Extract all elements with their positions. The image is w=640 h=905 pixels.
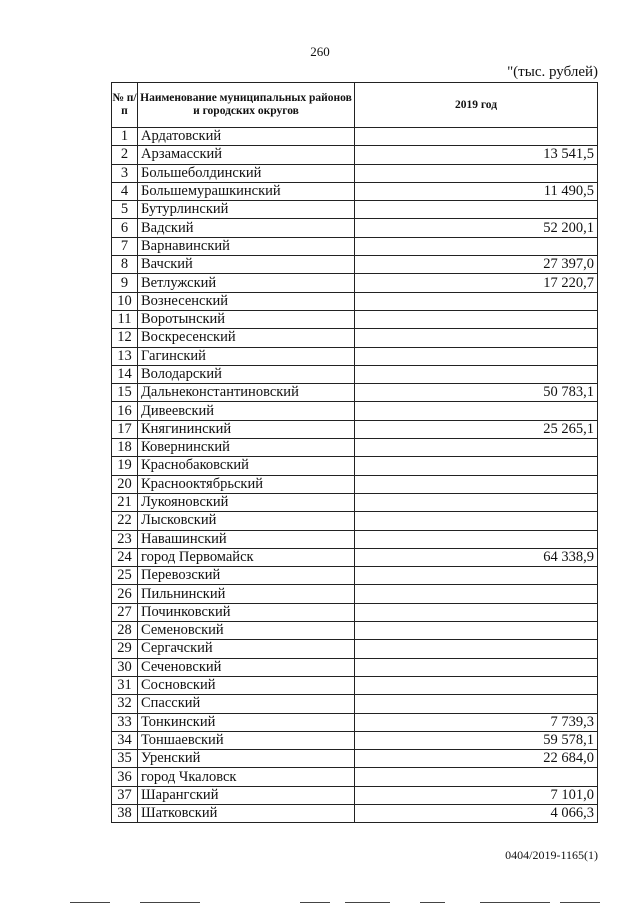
district-name: Перевозский (138, 567, 355, 585)
table-row (112, 713, 598, 731)
table-row (112, 146, 598, 164)
district-name: Краснобаковский (138, 457, 355, 475)
amount-2019 (355, 585, 598, 603)
district-name: Сосновский (138, 676, 355, 694)
row-number: 11 (112, 310, 138, 328)
table-row (112, 164, 598, 182)
table-row (112, 640, 598, 658)
district-name: Ардатовский (138, 128, 355, 146)
district-name: город Первомайск (138, 548, 355, 566)
row-number: 7 (112, 237, 138, 255)
row-number: 5 (112, 201, 138, 219)
row-number: 21 (112, 493, 138, 511)
row-number: 8 (112, 256, 138, 274)
amount-2019: 25 265,1 (355, 420, 598, 438)
table-row (112, 695, 598, 713)
amount-2019 (355, 567, 598, 585)
amount-2019: 17 220,7 (355, 274, 598, 292)
district-name: Ветлужский (138, 274, 355, 292)
district-name: Большемурашкинский (138, 182, 355, 200)
district-name: Тонкинский (138, 713, 355, 731)
row-number: 20 (112, 475, 138, 493)
district-name: Варнавинский (138, 237, 355, 255)
district-name: Спасский (138, 695, 355, 713)
amount-2019 (355, 292, 598, 310)
row-number: 17 (112, 420, 138, 438)
table-row (112, 274, 598, 292)
table-row (112, 622, 598, 640)
row-number: 30 (112, 658, 138, 676)
district-name: Бутурлинский (138, 201, 355, 219)
district-name: Вадский (138, 219, 355, 237)
table-row (112, 439, 598, 457)
row-number: 34 (112, 731, 138, 749)
table-row (112, 530, 598, 548)
amount-2019 (355, 439, 598, 457)
amount-2019 (355, 237, 598, 255)
row-number: 29 (112, 640, 138, 658)
table-row (112, 676, 598, 694)
page-number: 260 (310, 44, 330, 59)
row-number: 22 (112, 512, 138, 530)
amount-2019 (355, 457, 598, 475)
amount-2019: 7 101,0 (355, 786, 598, 804)
district-name: Сеченовский (138, 658, 355, 676)
row-number: 36 (112, 768, 138, 786)
district-name: Гагинский (138, 347, 355, 365)
district-name: Шарангский (138, 786, 355, 804)
amount-2019 (355, 128, 598, 146)
district-name: Тоншаевский (138, 731, 355, 749)
table-row (112, 420, 598, 438)
amount-2019 (355, 493, 598, 511)
amount-2019: 7 739,3 (355, 713, 598, 731)
table-row (112, 786, 598, 804)
row-number: 4 (112, 182, 138, 200)
units-label: "(тыс. рублей) (507, 64, 598, 80)
table-row (112, 182, 598, 200)
district-name: город Чкаловск (138, 768, 355, 786)
row-number: 15 (112, 384, 138, 402)
amount-2019 (355, 603, 598, 621)
table-row (112, 475, 598, 493)
amount-2019: 13 541,5 (355, 146, 598, 164)
table-row (112, 768, 598, 786)
amount-2019 (355, 201, 598, 219)
row-number: 12 (112, 329, 138, 347)
district-name: Дивеевский (138, 402, 355, 420)
amount-2019 (355, 310, 598, 328)
row-number: 37 (112, 786, 138, 804)
row-number: 9 (112, 274, 138, 292)
row-number: 27 (112, 603, 138, 621)
row-number: 19 (112, 457, 138, 475)
district-name: Починковский (138, 603, 355, 621)
amount-2019: 27 397,0 (355, 256, 598, 274)
table-row (112, 237, 598, 255)
amount-2019 (355, 622, 598, 640)
amount-2019: 4 066,3 (355, 804, 598, 822)
row-number: 13 (112, 347, 138, 365)
table-row (112, 585, 598, 603)
table-row (112, 493, 598, 511)
district-name: Пильнинский (138, 585, 355, 603)
amount-2019: 11 490,5 (355, 182, 598, 200)
header-row (112, 83, 598, 128)
amount-2019 (355, 676, 598, 694)
amount-2019 (355, 475, 598, 493)
row-number: 28 (112, 622, 138, 640)
table-row (112, 219, 598, 237)
table-row (112, 292, 598, 310)
footer-scan-strip (0, 899, 640, 905)
district-name: Лысковский (138, 512, 355, 530)
table-row (112, 256, 598, 274)
table-row (112, 201, 598, 219)
table-row (112, 804, 598, 822)
district-name: Краснооктябрьский (138, 475, 355, 493)
amount-2019 (355, 658, 598, 676)
row-number: 18 (112, 439, 138, 457)
row-number: 31 (112, 676, 138, 694)
table-row (112, 347, 598, 365)
district-name: Уренский (138, 750, 355, 768)
table-row (112, 512, 598, 530)
district-name: Вачский (138, 256, 355, 274)
table-row (112, 457, 598, 475)
amount-2019: 64 338,9 (355, 548, 598, 566)
row-number: 2 (112, 146, 138, 164)
row-number: 16 (112, 402, 138, 420)
amount-2019 (355, 640, 598, 658)
amount-2019 (355, 164, 598, 182)
district-name: Володарский (138, 365, 355, 383)
table-row (112, 548, 598, 566)
table-row (112, 731, 598, 749)
row-number: 14 (112, 365, 138, 383)
amount-2019 (355, 402, 598, 420)
table-row (112, 310, 598, 328)
budget-table (111, 82, 598, 823)
table-row (112, 750, 598, 768)
amount-2019 (355, 768, 598, 786)
table-row (112, 365, 598, 383)
district-name: Арзамасский (138, 146, 355, 164)
header-name: Наименование муниципальных районов и городских округов (138, 83, 355, 128)
table-row (112, 384, 598, 402)
row-number: 10 (112, 292, 138, 310)
row-number: 3 (112, 164, 138, 182)
amount-2019 (355, 530, 598, 548)
table-row (112, 603, 598, 621)
district-name: Сергачский (138, 640, 355, 658)
district-name: Княгининский (138, 420, 355, 438)
row-number: 33 (112, 713, 138, 731)
header-num: № п/п (112, 83, 138, 128)
table-row (112, 329, 598, 347)
district-name: Вознесенский (138, 292, 355, 310)
row-number: 6 (112, 219, 138, 237)
amount-2019: 59 578,1 (355, 731, 598, 749)
amount-2019: 50 783,1 (355, 384, 598, 402)
district-name: Шатковский (138, 804, 355, 822)
district-name: Семеновский (138, 622, 355, 640)
district-name: Дальнеконстантиновский (138, 384, 355, 402)
row-number: 23 (112, 530, 138, 548)
table-body (112, 128, 598, 823)
amount-2019 (355, 347, 598, 365)
table-row (112, 128, 598, 146)
amount-2019: 52 200,1 (355, 219, 598, 237)
district-name: Ковернинский (138, 439, 355, 457)
district-name: Воротынский (138, 310, 355, 328)
district-name: Навашинский (138, 530, 355, 548)
row-number: 25 (112, 567, 138, 585)
amount-2019 (355, 365, 598, 383)
amount-2019: 22 684,0 (355, 750, 598, 768)
amount-2019 (355, 329, 598, 347)
district-name: Лукояновский (138, 493, 355, 511)
table-row (112, 567, 598, 585)
row-number: 38 (112, 804, 138, 822)
district-name: Воскресенский (138, 329, 355, 347)
row-number: 26 (112, 585, 138, 603)
row-number: 1 (112, 128, 138, 146)
district-name: Большеболдинский (138, 164, 355, 182)
table-header (112, 83, 598, 128)
table-row (112, 658, 598, 676)
table-row (112, 402, 598, 420)
row-number: 24 (112, 548, 138, 566)
amount-2019 (355, 512, 598, 530)
amount-2019 (355, 695, 598, 713)
header-value: 2019 год (355, 83, 598, 128)
document-code: 0404/2019-1165(1) (505, 848, 598, 862)
row-number: 32 (112, 695, 138, 713)
row-number: 35 (112, 750, 138, 768)
